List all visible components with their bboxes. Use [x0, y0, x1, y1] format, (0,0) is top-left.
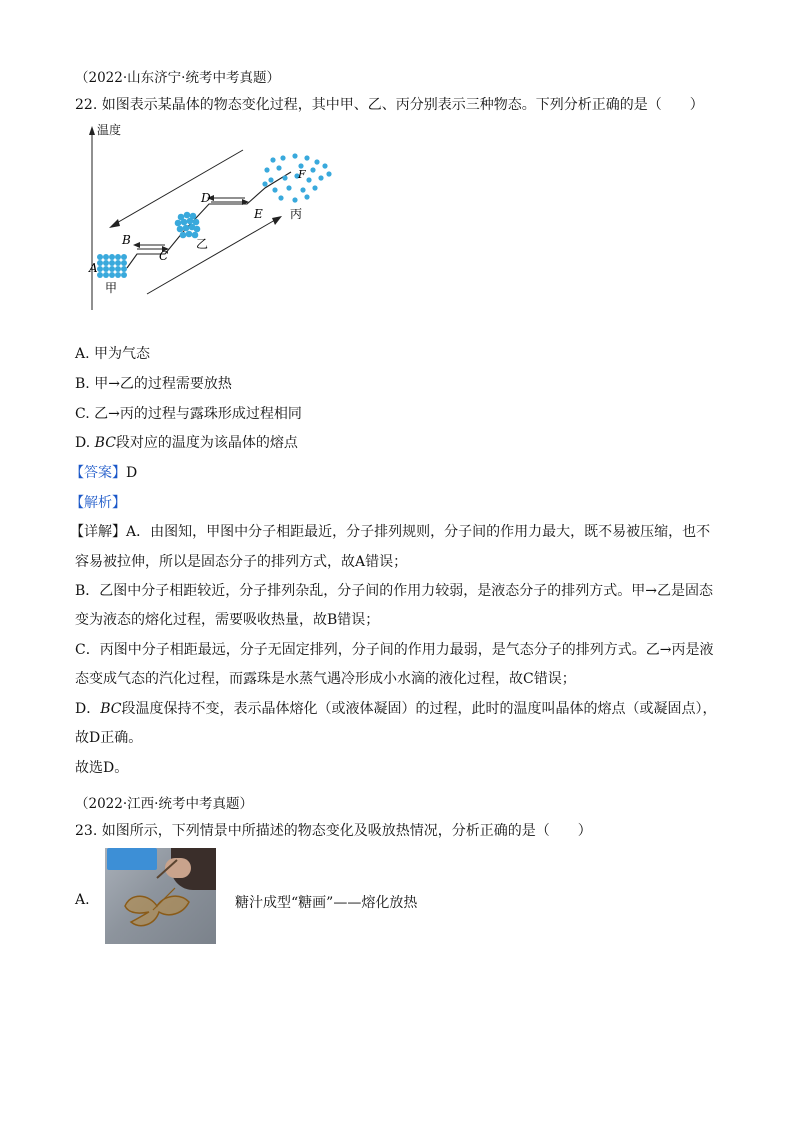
option-text: 段对应的温度为该晶体的熔点 [115, 435, 298, 451]
label-b: B [122, 233, 131, 247]
q23-option-a-text: 糖汁成型“糖画”——熔化放热 [235, 895, 418, 911]
q23-source: （2022·江西·统考中考真题） [75, 796, 253, 812]
option-d [75, 432, 298, 452]
option-letter: A. [75, 346, 90, 362]
q22-stem: 22. 如图表示某晶体的物态变化过程，其中甲、乙、丙分别表示三种物态。下列分析正确的是（ ） [75, 97, 704, 113]
butterfly-sugar-shape [105, 848, 216, 944]
label-e: E [254, 207, 263, 221]
option-var: BC [94, 435, 116, 451]
explanation-c-line1: C．丙图中分子相距最远，分子无固定排列，分子间的作用力最弱，是气态分子的排列方式。乙→丙是液 [75, 642, 714, 658]
detail-tag: 【详解】 [70, 524, 126, 540]
label-liquid: 乙 [196, 237, 209, 251]
option-letter: D. [75, 435, 91, 451]
gas-particles [262, 153, 331, 202]
state-change-diagram [85, 120, 355, 315]
label-solid: 甲 [105, 281, 118, 295]
explanation-b-line1: B．乙图中分子相距较近，分子排列杂乱，分子间的作用力较弱，是液态分子的排列方式。甲→乙是固态 [75, 583, 714, 599]
option-text: 乙→丙的过程与露珠形成过程相同 [94, 406, 302, 422]
sugar-painting-photo [105, 848, 216, 944]
explanation-var: BC [100, 701, 122, 717]
option-c [75, 403, 302, 423]
y-axis-label: 温度 [97, 123, 122, 137]
q22-figure [85, 120, 355, 315]
option-text: 甲→乙的过程需要放热 [94, 376, 232, 392]
analysis-tag: 【解析】 [70, 495, 126, 511]
option-b [75, 373, 232, 393]
option-text: 甲为气态 [94, 346, 151, 362]
q23-option-a-letter: A. [75, 892, 90, 908]
explanation-prefix: D． [75, 701, 101, 717]
process-path [127, 172, 291, 268]
solid-particles [97, 254, 127, 278]
explanation-c-line2: 态变成气态的汽化过程，而露珠是水蒸气遇冷形成小水滴的液化过程，故C错误； [75, 671, 576, 687]
liquid-particles [175, 212, 201, 239]
label-gas: 丙 [290, 207, 303, 221]
explanation-a-line1 [70, 521, 710, 541]
label-f: F [298, 168, 306, 181]
explanation-d-line1 [75, 698, 717, 718]
cooling-arrow [115, 150, 243, 224]
label-d: D [201, 191, 211, 205]
answer-line [70, 462, 137, 482]
explanation-d-line2: 故D正确。 [75, 730, 143, 746]
label-a: A [89, 261, 98, 275]
q22-source: （2022·山东济宁·统考中考真题） [75, 70, 280, 86]
answer-value: D [126, 465, 138, 481]
q23-stem: 23. 如图所示，下列情景中所描述的物态变化及吸放热情况，分析正确的是（ ） [75, 823, 592, 839]
answer-tag: 【答案】 [70, 465, 126, 481]
explanation-text: A．由图知，甲图中分子相距最近，分子排列规则，分子间的作用力最大，既不易被压缩，也不 [126, 524, 711, 540]
option-a [75, 343, 150, 363]
conclusion: 故选D。 [75, 760, 129, 776]
explanation-text: 段温度保持不变，表示晶体熔化（或液体凝固）的过程，此时的温度叫晶体的熔点（或凝固点）， [121, 701, 717, 717]
explanation-b-line2: 变为液态的熔化过程，需要吸收热量，故B错误； [75, 612, 380, 628]
option-letter: B. [75, 376, 90, 392]
analysis-line [70, 492, 126, 512]
explanation-a-line2: 容易被拉伸，所以是固态分子的排列方式，故A错误； [75, 554, 408, 570]
label-c: C [159, 249, 169, 263]
option-letter: C. [75, 406, 90, 422]
y-axis-arrow [89, 126, 95, 135]
